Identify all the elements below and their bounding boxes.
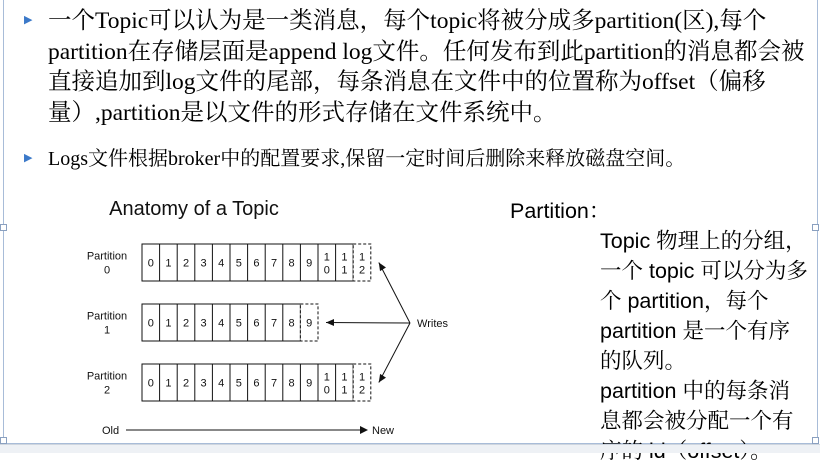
log-offset: 1 0: [323, 371, 330, 397]
partition-label: Partition: [86, 310, 128, 323]
timeline-arrowhead: [360, 426, 368, 434]
log-offset: 1: [165, 257, 172, 270]
log-offset: 6: [253, 377, 260, 390]
partition-number: 2: [103, 384, 111, 397]
writes-label: Writes: [417, 318, 448, 330]
log-offset: 0: [147, 257, 154, 270]
log-offset: 1 1: [341, 371, 348, 397]
partition-label: Partition: [86, 250, 128, 263]
writes-arrow: [326, 323, 410, 324]
resize-handle-bottom-left[interactable]: [0, 437, 7, 444]
partition-number: 0: [103, 264, 111, 277]
log-offset: 3: [200, 257, 207, 270]
triangle-bullet-icon: ▶: [24, 152, 33, 164]
resize-handle-left[interactable]: [0, 224, 7, 231]
log-offset: 3: [200, 317, 207, 330]
log-offset: 4: [218, 317, 225, 330]
writes-arrowhead: [326, 319, 334, 326]
bullet-paragraph-topic: 一个Topic可以认为是一类消息，每个topic将被分成多partition(区),每个partition在存储层面是append log文件。任何发布到此partition的消息都会被直接追加到log文件的尾部，每条消息在文件中的位置称为offset（偏移量）,partition是以文件的形式存储在文件系统中。: [48, 8, 805, 126]
log-offset: 0: [147, 317, 154, 330]
triangle-bullet-icon: ▶: [24, 14, 33, 26]
log-offset: 9: [306, 257, 313, 270]
log-offset: 8: [288, 377, 295, 390]
caption-heading: Partition：: [510, 199, 611, 223]
diagram-title: Anatomy of a Topic: [109, 198, 279, 220]
writes-arrow: [379, 263, 410, 324]
log-offset: 2: [182, 317, 190, 330]
partition-number: 1: [103, 324, 111, 337]
log-offset: 1: [165, 377, 172, 390]
log-offset: 6: [253, 317, 260, 330]
resize-handle-right[interactable]: [812, 224, 819, 231]
resize-handle-bottom-right[interactable]: [812, 437, 819, 444]
caption-paragraph-1: Topic 物理上的分组，一个 topic 可以分为多个 partition，每个 partition 是一个有序的队列。: [600, 229, 808, 373]
log-offset-next: 1 2: [358, 251, 366, 277]
writes-arrow: [379, 323, 410, 383]
log-offset: 7: [270, 317, 278, 330]
log-offset: 3: [200, 377, 207, 390]
log-offset: 0: [147, 377, 154, 390]
log-offset-next: 1 2: [358, 371, 366, 397]
log-offset: 7: [270, 377, 278, 390]
log-offset: 2: [182, 257, 190, 270]
bullet-paragraph-logs: Logs文件根据broker中的配置要求,保留一定时间后删除来释放磁盘空间。: [48, 148, 686, 170]
new-label: New: [372, 425, 395, 437]
log-offset: 8: [288, 257, 295, 270]
log-offset: 5: [235, 377, 242, 390]
log-offset: 4: [218, 257, 225, 270]
log-offset: 4: [218, 377, 225, 390]
log-offset: 1: [165, 317, 172, 330]
log-offset: 5: [235, 257, 242, 270]
log-offset: 5: [235, 317, 242, 330]
log-offset: 1 0: [323, 251, 330, 277]
log-offset: 1 1: [341, 251, 348, 277]
log-offset-next: 9: [306, 317, 313, 330]
log-offset: 6: [253, 257, 260, 270]
log-offset: 9: [306, 377, 313, 390]
caption-paragraph-2: partition 中的每条消息都会被分配一个有: [600, 379, 794, 433]
partition-label: Partition: [86, 370, 128, 383]
anatomy-of-a-topic-diagram: [70, 188, 510, 440]
partition-caption: [510, 196, 810, 466]
old-label: Old: [102, 425, 120, 437]
log-offset: 7: [270, 257, 278, 270]
log-offset: 8: [288, 317, 295, 330]
log-offset: 2: [182, 377, 190, 390]
